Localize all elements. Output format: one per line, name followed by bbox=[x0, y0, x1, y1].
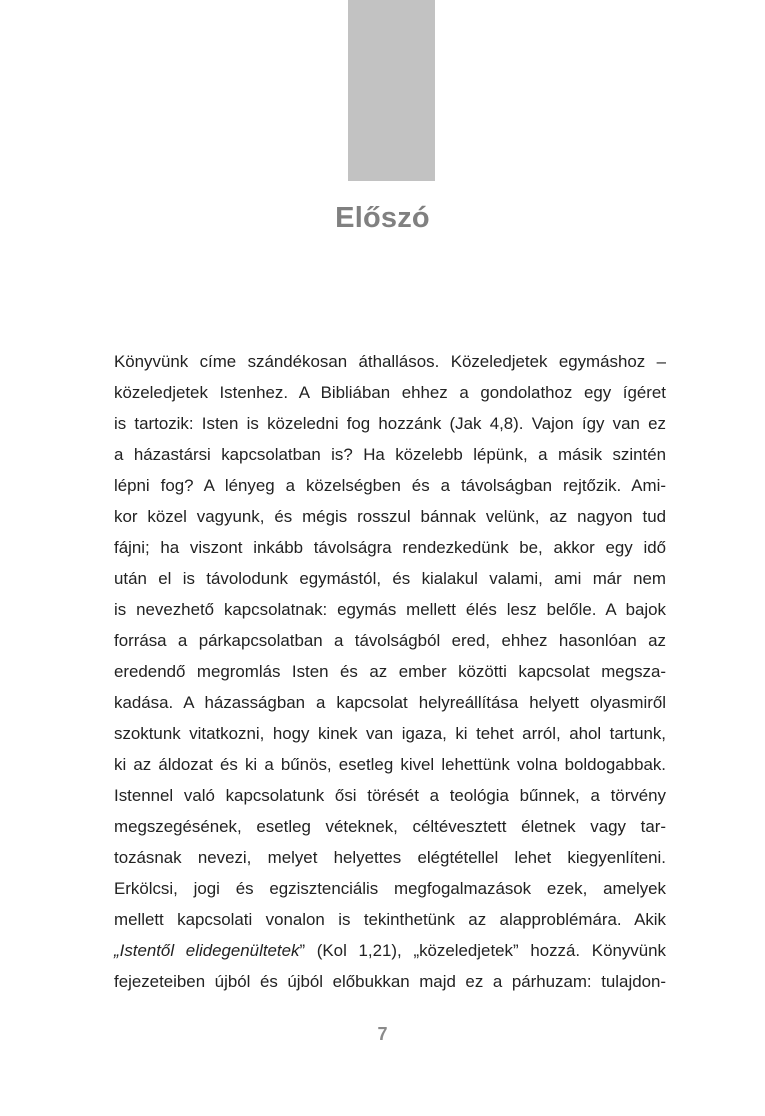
text-line: tozásnak nevezi, melyet helyettes elégtétellel lehet kiegyenlíteni. bbox=[114, 848, 666, 867]
quote-italic: „Istentől elidegenültetek bbox=[114, 941, 300, 960]
text-line: forrása a párkapcsolatban a távolságból ered, ehhez hasonlóan az bbox=[114, 631, 666, 650]
text-line: eredendő megromlás Isten és az ember közötti kapcsolat megsza- bbox=[114, 662, 666, 681]
text-line: fájni; ha viszont inkább távolságra rendezkedünk be, akkor egy idő bbox=[114, 538, 666, 557]
text-line: mellett kapcsolati vonalon is tekinthetünk az alapproblémára. Akik bbox=[114, 910, 666, 929]
text-line: a házastársi kapcsolatban is? Ha közelebb lépünk, a másik szintén bbox=[114, 445, 666, 464]
text-line: kor közel vagyunk, és mégis rosszul bánnak velünk, az nagyon tud bbox=[114, 507, 666, 526]
text-line: fejezeteiben újból és újból előbukkan majd ez a párhuzam: tulajdon- bbox=[114, 972, 666, 991]
text-line: megszegésének, esetleg véteknek, céltévesztett életnek vagy tar- bbox=[114, 817, 666, 836]
text-line: Erkölcsi, jogi és egzisztenciális megfogalmazások ezek, amelyek bbox=[114, 879, 666, 898]
text-line: is tartozik: Isten is közeledni fog hozzánk (Jak 4,8). Vajon így van ez bbox=[114, 414, 666, 433]
chapter-title: Előszó bbox=[335, 202, 430, 234]
text-line: Istennel való kapcsolatunk ősi törését a teológia bűnnek, a törvény bbox=[114, 786, 666, 805]
text-line: közeledjetek Istenhez. A Bibliában ehhez a gondolathoz egy ígéret bbox=[114, 383, 666, 402]
text-line: Könyvünk címe szándékosan áthallásos. Közeledjetek egymáshoz – bbox=[114, 352, 666, 371]
body-text bbox=[114, 346, 666, 997]
quote-rest: ” (Kol 1,21), „közeledjetek” hozzá. Könyvünk bbox=[299, 941, 666, 960]
text-line: is nevezhető kapcsolatnak: egymás mellett élés lesz belőle. A bajok bbox=[114, 600, 666, 619]
text-line-quote bbox=[114, 935, 666, 966]
text-line: lépni fog? A lényeg a közelségben és a távolságban rejtőzik. Ami- bbox=[114, 476, 666, 495]
chapter-marker-bar bbox=[348, 0, 435, 181]
text-line: szoktunk vitatkozni, hogy kinek van igaza, ki tehet arról, ahol tartunk, bbox=[114, 724, 666, 743]
text-line: kadása. A házasságban a kapcsolat helyreállítása helyett olyasmiről bbox=[114, 693, 666, 712]
page-number: 7 bbox=[377, 1024, 388, 1044]
text-line: ki az áldozat és ki a bűnös, esetleg kivel lehettünk volna boldogabbak. bbox=[114, 755, 666, 774]
text-line: után el is távolodunk egymástól, és kialakul valami, ami már nem bbox=[114, 569, 666, 588]
